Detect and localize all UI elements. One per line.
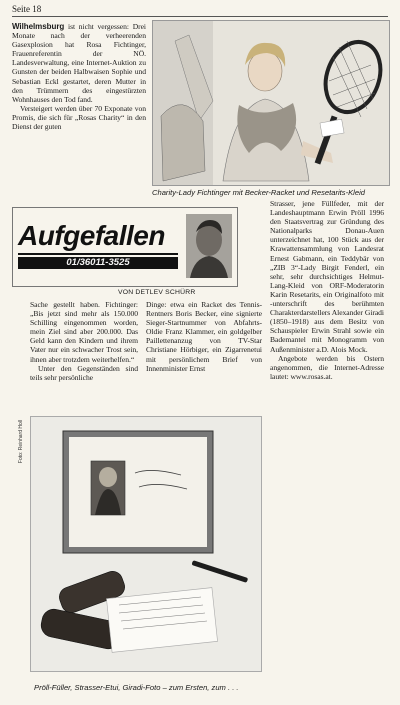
photo-bottom-caption: Pröll-Füller, Strasser-Etui, Giradi-Foto – zum Ersten, zum . . .	[34, 683, 239, 692]
auction-items-photo-image	[31, 417, 261, 671]
top-rule	[12, 16, 388, 17]
col1-paragraph-1: Sache gestellt haben. Fichtinger: „Bis jetzt sind mehr als 150.000 Schilling eingenommen worden, mein Ziel sind aber 200.000. Das Geld kann den Kindern und ihrem Vater nur ein schwacher Trost sein, ihnen aber trotzdem weiterhelfen.“	[30, 300, 138, 364]
col3-paragraph-1: Strasser, jene Füllfeder, mit der Landeshauptmann Erwin Pröll 1996 den Staatsvertrag zur Gründung des Nationalparks Donau-Auen unterzeichnet hat, 100 Stück aus der Krawattensammlung von Landesrat Ernest Gabmann, ein Teddybär von „ZIB 3“-Lady Birgit Fenderl, ein sehr, sehr durchsichtiges Helmut-Lang-Kleid von ORF-Moderatorin Karin Resetarits, ein Originalfoto mit -unterschrift des berühmten Charakterdarstellers Alexander Giradi (1850–1918) aus dem Besitz von Schauspieler Erwin Strahl sowie ein Bademantel mit Monogramm von Außenminister a.D. Alois Mock.	[270, 199, 384, 354]
col1-paragraph-2: Unter den Gegenständen sind teils sehr persönliche	[30, 363, 138, 382]
charity-lady-photo-image	[153, 21, 389, 185]
intro-text	[12, 22, 146, 131]
column-title: Aufgefallen	[18, 220, 165, 251]
column-title-rule	[18, 253, 178, 255]
photo-credit: Foto: Reinhard Holl	[18, 420, 24, 464]
intro-body: ist nicht vergessen: Drei Monate nach der verheerenden Gasexplosion hat Rosa Fichtinger, Frauenreferentin der NÖ. Landesverwaltung, eine Internet-Auktion zu Gunsten der beiden Halbwaisen Sophie und Sebastian Eckl gestartet, deren Mutter in den Trümmern des eingestürzten Wohnhauses den Tod fand.	[12, 22, 146, 104]
author-portrait-image	[186, 214, 232, 278]
intro-paragraph-1	[12, 22, 146, 104]
column-byline: VON DETLEV SCHÜRR	[118, 289, 196, 296]
author-portrait	[186, 214, 232, 278]
intro-paragraph-2: Versteigert werden über 70 Exponate von Promis, die sich für „Rosas Charity“ in den Dienst der guten	[12, 103, 146, 132]
photo-top-caption: Charity-Lady Fichtinger mit Becker-Racket und Resetarits-Kleid	[152, 188, 365, 197]
column-1-text	[30, 300, 138, 382]
column-2-text	[146, 300, 262, 373]
col2-paragraph-1: Dinge: etwa ein Racket des Tennis-Rentners Boris Becker, eine signierte Sieger-Startnummer von Abfahrts-Oldie Franz Klammer, ein goldgelber Paillettenanzug von TV-Star Christiane Hörbiger, ein Zigarrenetui mit persönlichem Brief von Innenminister Ernst	[146, 300, 262, 373]
column-phone: 01/36011-3525	[18, 257, 178, 269]
page-number: Seite 18	[12, 4, 42, 14]
photo-auction-items	[30, 416, 262, 672]
intro-lead: Wilhelmsburg	[12, 22, 65, 31]
column-3-text	[270, 199, 384, 381]
photo-charity-lady	[152, 20, 390, 186]
col3-paragraph-2: Angebote werden bis Ostern angenommen, die Internet-Adresse lautet: www.rosas.at.	[270, 353, 384, 381]
